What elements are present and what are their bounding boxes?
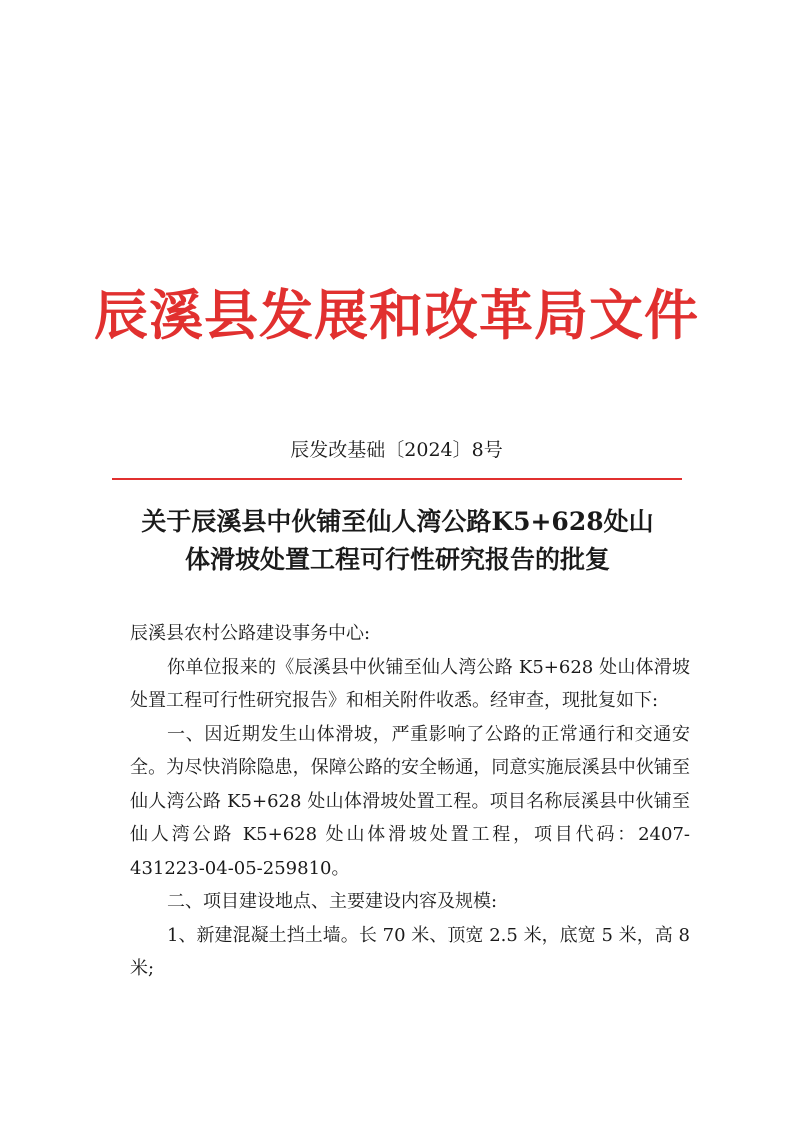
title-line-2: 体滑坡处置工程可行性研究报告的批复 (184, 545, 610, 574)
body-paragraph: 二、项目建设地点、主要建设内容及规模: (167, 891, 498, 912)
recipient-line: 辰溪县农村公路建设事务中心: (130, 623, 371, 644)
document-body (130, 617, 690, 986)
document-number: 辰发改基础〔2024〕8号 (290, 439, 503, 461)
document-title (120, 503, 675, 579)
masthead-title: 辰溪县发展和改革局文件 (94, 283, 699, 347)
body-paragraph: 1、新建混凝土挡土墙。长 70 米、顶宽 2.5 米，底宽 5 米，高 8 米; (130, 924, 690, 979)
title-line-1: 关于辰溪县中伙铺至仙人湾公路K5+628处山 (141, 507, 654, 536)
body-paragraph: 一、因近期发生山体滑坡，严重影响了公路的正常通行和交通安全。为尽快消除隐患，保障公路的安全畅通，同意实施辰溪县中伙铺至仙人湾公路 K5+628 处山体滑坡处置工程。项目名称辰溪县中伙铺至仙人湾公路 K5+628 处山体滑坡处置工程，项目代码：2407-431223-04-05-259810。 (130, 723, 690, 879)
red-divider-line (112, 478, 682, 480)
body-paragraph: 你单位报来的《辰溪县中伙铺至仙人湾公路 K5+628 处山体滑坡处置工程可行性研究报告》和相关附件收悉。经审查，现批复如下: (130, 656, 690, 711)
